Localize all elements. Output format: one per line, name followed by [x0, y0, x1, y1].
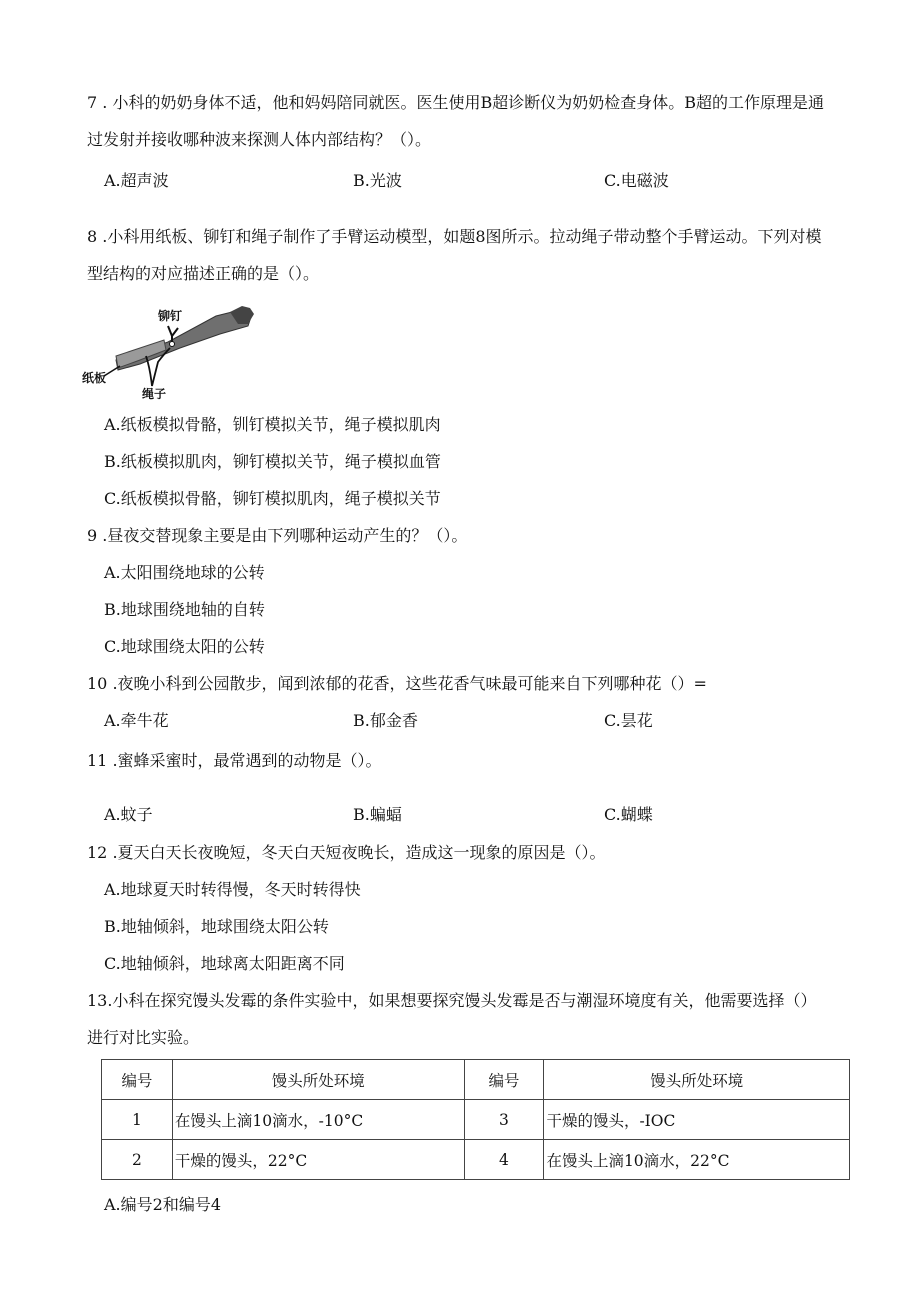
q8-option-b[interactable]: B.纸板模拟肌肉，铆钉模拟关节，绳子模拟血管 [104, 452, 441, 471]
q9-line1: 9 .昼夜交替现象主要是由下列哪种运动产生的？（）。 [87, 526, 468, 545]
q9-option-b[interactable]: B.地球围绕地轴的自转 [104, 600, 265, 619]
q10-option-b[interactable]: B.郁金香 [353, 711, 418, 730]
table-header: 馒头所处环境 [544, 1060, 850, 1100]
q13-line2: 进行对比实验。 [87, 1028, 200, 1047]
label-rivet: 铆钉 [158, 309, 183, 323]
q13-option-a[interactable]: A.编号2和编号4 [104, 1195, 222, 1214]
rivet-dot [170, 342, 175, 347]
table-cell: 在馒头上滴10滴水，22°C [544, 1140, 850, 1180]
table-header: 馒头所处环境 [172, 1060, 464, 1100]
q10-line1: 10 .夜晚小科到公园散步，闻到浓郁的花香，这些花香气味最可能来自下列哪种花（）= [87, 674, 707, 693]
table-cell: 1 [102, 1100, 173, 1140]
q11-line1: 11 .蜜蜂采蜜时，最常遇到的动物是（）。 [87, 751, 382, 770]
q7-line2: 过发射并接收哪种波来探测人体内部结构？（）。 [87, 130, 432, 149]
q8-option-c[interactable]: C.纸板模拟骨骼，铆钉模拟肌肉，绳子模拟关节 [104, 489, 441, 508]
table-row [102, 1100, 850, 1140]
steamed-bun-environment-table [101, 1059, 850, 1180]
q9-option-c[interactable]: C.地球围绕太阳的公转 [104, 637, 265, 656]
q7-option-a[interactable]: A.超声波 [104, 171, 169, 190]
q10-option-a[interactable]: A.牵牛花 [104, 711, 169, 730]
q7-line1: 7 . 小科的奶奶身体不适，他和妈妈陪同就医。医生使用B超诊断仪为奶奶检查身体。B超的工作原理是通 [87, 93, 824, 112]
q8-option-a[interactable]: A.纸板模拟骨骼，钏钉模拟关节，绳子模拟肌肉 [104, 415, 441, 434]
q12-line1: 12 .夏天白天长夜晚短，冬天白天短夜晚长，造成这一现象的原因是（）。 [87, 843, 606, 862]
table-cell: 2 [102, 1140, 173, 1180]
q9-option-a[interactable]: A.太阳围绕地球的公转 [104, 563, 265, 582]
q12-option-c[interactable]: C.地轴倾斜，地球离太阳距离不同 [104, 954, 345, 973]
table-header-row [102, 1060, 850, 1100]
q8-line2: 型结构的对应描述正确的是（）。 [87, 264, 320, 283]
q11-option-a[interactable]: A.蚊子 [104, 805, 153, 824]
q12-option-a[interactable]: A.地球夏天时转得慢，冬天时转得快 [104, 880, 361, 899]
q11-option-b[interactable]: B.蝙蝠 [353, 805, 402, 824]
table-row [102, 1140, 850, 1180]
table-cell: 3 [464, 1100, 544, 1140]
table-header: 编号 [102, 1060, 173, 1100]
q7-option-b[interactable]: B.光波 [353, 171, 402, 190]
table-cell: 干燥的馒头，22°C [172, 1140, 464, 1180]
table-cell: 4 [464, 1140, 544, 1180]
arm-model-figure [80, 298, 255, 400]
label-board: 纸板 [82, 371, 107, 385]
q11-option-c[interactable]: C.蝴蝶 [604, 805, 653, 824]
q8-line1: 8 .小科用纸板、铆钉和绳子制作了手臂运动模型，如题8图所示。拉动绳子带动整个手臂运动。下列对模 [87, 227, 822, 246]
label-rope: 绳子 [142, 387, 167, 400]
q13-line1: 13.小科在探究馒头发霉的条件实验中，如果想要探究馒头发霉是否与潮湿环境度有关，他需要选择（） [87, 991, 817, 1010]
table-cell: 在馒头上滴10滴水，-10°C [172, 1100, 464, 1140]
table-header: 编号 [464, 1060, 544, 1100]
q10-option-c[interactable]: C.昙花 [604, 711, 653, 730]
q7-option-c[interactable]: C.电磁波 [604, 171, 669, 190]
q12-option-b[interactable]: B.地轴倾斜，地球围绕太阳公转 [104, 917, 329, 936]
table-cell: 干燥的馒头，-IOC [544, 1100, 850, 1140]
